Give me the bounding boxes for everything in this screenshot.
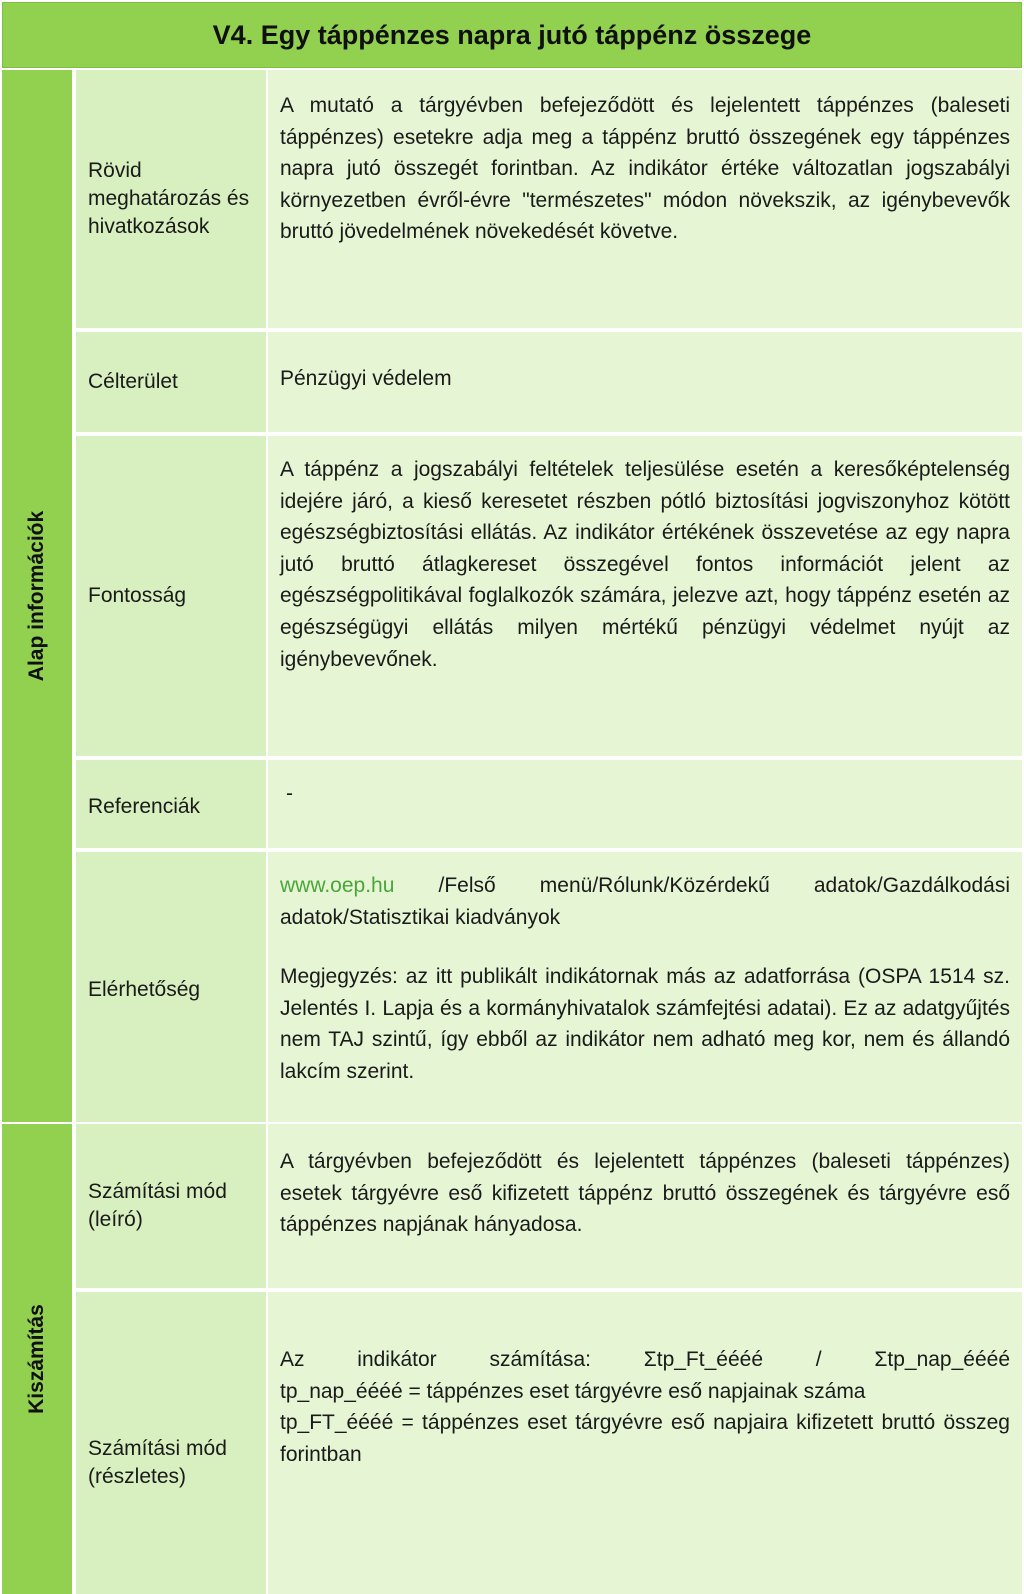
label-text: Célterület [88, 370, 178, 393]
content-szamitasi-mod-leiro [268, 1124, 1022, 1290]
source-path: /Felső menü/Rólunk/Közérdekű adatok/Gazdálkodási adatok/Statisztikai kiadványok [280, 874, 1010, 929]
definition-tp-ft: tp_FT_éééé = táppénzes eset tárgyévre eső napjaira kifizetett bruttó összeg forintban [280, 1411, 1010, 1466]
elerhetoseg-source [280, 870, 1010, 933]
celterulet-text: Pénzügyi védelem [280, 367, 452, 391]
definition-tp-nap: tp_nap_éééé = táppénzes eset tárgyévre eső napjainak száma [280, 1379, 866, 1403]
section-kiszamitas [2, 1124, 74, 1594]
label-text: Elérhetőség [88, 978, 201, 1001]
label-referenciak [76, 760, 266, 850]
rovid-text: A mutató a tárgyévben befejeződött és lejelentett táppénzes (baleseti táppénzes) esetekre adja meg a táppénz bruttó összegének egy táppénzes napra jutó összegét forintban. Az indikátor értéke változatlan jogszabályi környezetben évről-évre "természetes" módon növekszik, az igénybevevők bruttó jövedelmének növekedését követve. [280, 94, 1010, 244]
content-rovid-meghatarozas [268, 70, 1022, 330]
content-celterulet [268, 332, 1022, 434]
section-label-alap: Alap információk [25, 510, 48, 682]
label-text: Referenciák [88, 795, 201, 818]
label-text: Rövid meghatározás és hivatkozások [88, 159, 250, 238]
label-fontossag [76, 436, 266, 758]
label-szamitasi-mod-leiro [76, 1124, 266, 1290]
oep-link[interactable]: www.oep.hu [280, 874, 395, 897]
content-referenciak [268, 760, 1022, 850]
label-szamitasi-mod-reszletes [76, 1292, 266, 1594]
label-celterulet [76, 332, 266, 434]
label-rovid-meghatarozas [76, 70, 266, 330]
content-szamitasi-mod-reszletes [268, 1292, 1022, 1594]
content-fontossag [268, 436, 1022, 758]
formula-line: Az indikátor számítása: Σtp_Ft_éééé / Σtp_nap_éééé [280, 1348, 1010, 1371]
label-text: Számítási mód (részletes) [88, 1437, 227, 1488]
fontossag-text: A táppénz a jogszabályi feltételek teljesülése esetén a keresőképtelenség idejére járó, a kieső keresetet részben pótló biztosítási jogviszonyhoz kötött egészségbiztosítási ellátás. Az indikátor értékének összevetése az egy napra jutó bruttó átlagkereset összegével fontos információt jelent az egészségpolitikával foglalkozók számára, jelezve azt, hogy táppénz esetén az egészségügyi ellátás milyen mértékű pénzügyi védelmet nyújt az igénybevevőnek. [280, 458, 1010, 671]
section-alap-informaciok [2, 70, 74, 1122]
page-title: V4. Egy táppénzes napra jutó táppénz összege [2, 2, 1022, 68]
content-elerhetoseg [268, 852, 1022, 1124]
referenciak-text: - [286, 782, 293, 805]
label-elerhetoseg [76, 852, 266, 1124]
elerhetoseg-note: Megjegyzés: az itt publikált indikátornak más az adatforrása (OSPA 1514 sz. Jelentés I. Lapja és a kormányhivatalok számfejtési adatai). Ez az adatgyűjtés nem TAJ szintű, így ebből az indikátor nem adható meg kor, nem és állandó lakcím szerint. [280, 965, 1010, 1083]
label-text: Fontosság [88, 584, 187, 607]
label-text: Számítási mód (leíró) [88, 1180, 227, 1231]
leiro-text: A tárgyévben befejeződött és lejelentett táppénzes (baleseti táppénzes) esetek tárgyévre eső kifizetett táppénz bruttó összegének és tárgyévre eső táppénzes napjának hányadosa. [280, 1150, 1010, 1237]
section-label-kiszamitas: Kiszámítás [25, 1304, 48, 1414]
